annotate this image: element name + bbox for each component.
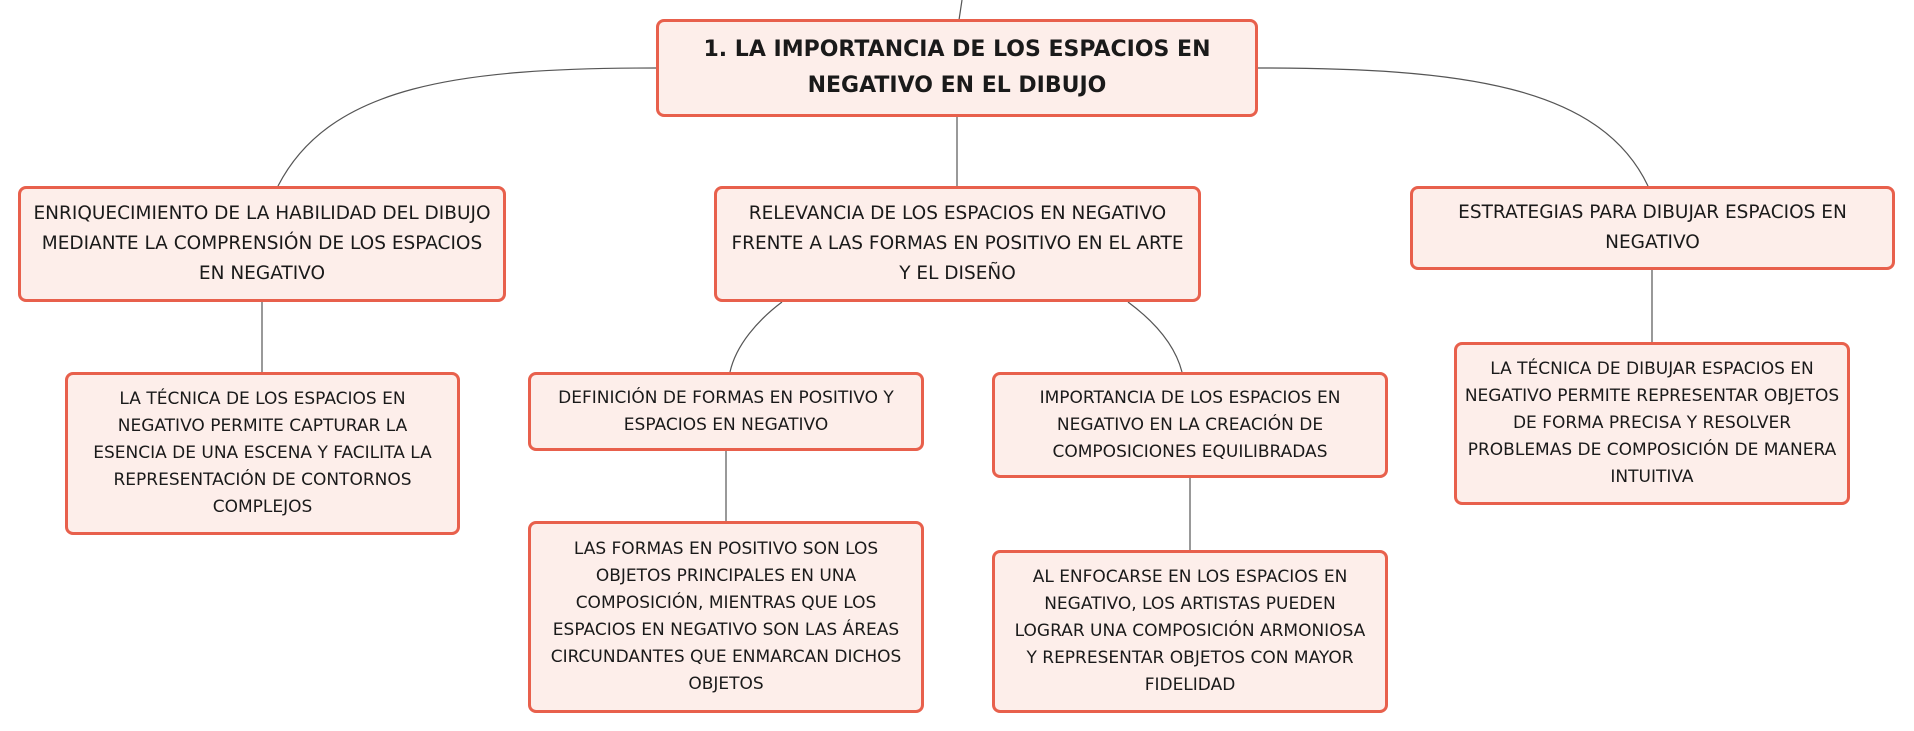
node-formas-positivo[interactable] xyxy=(528,521,924,713)
node-tecnica-esencia[interactable] xyxy=(65,372,460,535)
root-node-label: 1. LA IMPORTANCIA DE LOS ESPACIOS EN NEGATIVO EN EL DIBUJO xyxy=(703,37,1211,98)
node-definicion-label: DEFINICIÓN DE FORMAS EN POSITIVO Y ESPACIOS EN NEGATIVO xyxy=(558,387,894,435)
node-tecnica-precisa-label: LA TÉCNICA DE DIBUJAR ESPACIOS EN NEGATIVO PERMITE REPRESENTAR OBJETOS DE FORMA PRECISA Y RESOLVER PROBLEMAS DE COMPOSICIÓN DE MANERA INTUITIVA xyxy=(1464,359,1840,487)
node-enriquecimiento-label: ENRIQUECIMIENTO DE LA HABILIDAD DEL DIBUJO MEDIANTE LA COMPRENSIÓN DE LOS ESPACIOS EN NEGATIVO xyxy=(33,203,491,284)
connector-root-estrategias xyxy=(1258,68,1648,186)
node-al-enfocarse[interactable] xyxy=(992,550,1388,713)
node-al-enfocarse-label: AL ENFOCARSE EN LOS ESPACIOS EN NEGATIVO, LOS ARTISTAS PUEDEN LOGRAR UNA COMPOSICIÓN ARMONIOSA Y REPRESENTAR OBJETOS CON MAYOR FIDELIDAD xyxy=(1014,567,1366,695)
node-enriquecimiento[interactable] xyxy=(18,186,506,302)
connector-root-top xyxy=(959,0,962,20)
connector-relevancia-importancia xyxy=(1128,302,1182,372)
node-importancia-composiciones-label: IMPORTANCIA DE LOS ESPACIOS EN NEGATIVO EN LA CREACIÓN DE COMPOSICIONES EQUILIBRADAS xyxy=(1039,387,1341,462)
node-estrategias-label: ESTRATEGIAS PARA DIBUJAR ESPACIOS EN NEGATIVO xyxy=(1458,202,1847,253)
root-node[interactable] xyxy=(656,19,1258,117)
node-definicion[interactable] xyxy=(528,372,924,451)
node-estrategias[interactable] xyxy=(1410,186,1895,270)
node-tecnica-precisa[interactable] xyxy=(1454,342,1850,505)
node-tecnica-esencia-label: LA TÉCNICA DE LOS ESPACIOS EN NEGATIVO PERMITE CAPTURAR LA ESENCIA DE UNA ESCENA Y FACILITA LA REPRESENTACIÓN DE CONTORNOS COMPLEJOS xyxy=(93,389,432,517)
connector-relevancia-definicion xyxy=(730,302,782,372)
node-relevancia-label: RELEVANCIA DE LOS ESPACIOS EN NEGATIVO FRENTE A LAS FORMAS EN POSITIVO EN EL ARTE Y EL DISEÑO xyxy=(731,203,1184,284)
node-relevancia[interactable] xyxy=(714,186,1201,302)
connector-root-enriquecimiento xyxy=(278,68,656,186)
node-formas-positivo-label: LAS FORMAS EN POSITIVO SON LOS OBJETOS PRINCIPALES EN UNA COMPOSICIÓN, MIENTRAS QUE LOS ESPACIOS EN NEGATIVO SON LAS ÁREAS CIRCUNDANTES QUE ENMARCAN DICHOS OBJETOS xyxy=(550,539,902,694)
node-importancia-composiciones[interactable] xyxy=(992,372,1388,478)
